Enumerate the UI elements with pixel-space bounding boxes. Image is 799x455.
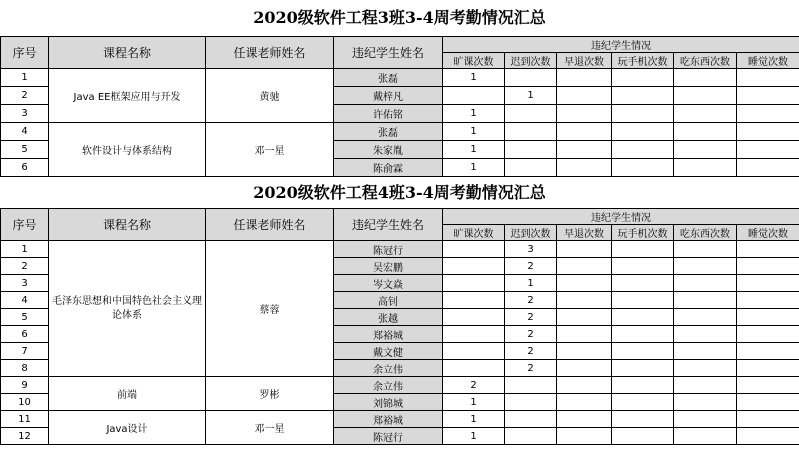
header-leave-early: 早退次数	[557, 53, 612, 69]
late-count	[505, 411, 557, 428]
student-name: 朱家胤	[334, 141, 443, 159]
absent-count	[443, 292, 505, 309]
late-count: 3	[505, 241, 557, 258]
late-count: 2	[505, 326, 557, 343]
late-count	[505, 394, 557, 411]
late-count: 2	[505, 258, 557, 275]
course-name: 毛泽东思想和中国特色社会主义理论体系	[49, 241, 206, 377]
teacher-name: 黄驰	[206, 69, 334, 123]
row-no: 9	[1, 377, 49, 394]
late-count	[505, 428, 557, 445]
student-name: 戴文健	[334, 343, 443, 360]
student-name: 陈冠行	[334, 428, 443, 445]
header-late: 迟到次数	[505, 225, 557, 241]
student-name: 刘锦城	[334, 394, 443, 411]
table1-title: 2020级软件工程3班3-4周考勤情况汇总	[253, 8, 546, 27]
late-count: 2	[505, 360, 557, 377]
student-name: 岑文焱	[334, 275, 443, 292]
course-name: Java设计	[49, 411, 206, 445]
absent-count	[443, 360, 505, 377]
student-name: 戴梓凡	[334, 87, 443, 105]
header-late: 迟到次数	[505, 53, 557, 69]
absent-count	[443, 87, 505, 105]
late-count: 1	[505, 87, 557, 105]
absent-count: 1	[443, 394, 505, 411]
late-count	[505, 105, 557, 123]
table-row	[1, 241, 799, 258]
header-sleeping: 睡觉次数	[737, 225, 799, 241]
row-no: 7	[1, 343, 49, 360]
absent-count	[443, 326, 505, 343]
absent-count: 2	[443, 377, 505, 394]
course-name: Java EE框架应用与开发	[49, 69, 206, 123]
student-name: 陈俞霖	[334, 159, 443, 177]
table-row	[1, 377, 799, 394]
header-no: 序号	[1, 37, 49, 69]
absent-count: 1	[443, 159, 505, 177]
student-name: 张磊	[334, 123, 443, 141]
late-count: 1	[505, 275, 557, 292]
header-eating: 吃东西次数	[674, 53, 737, 69]
teacher-name: 邓一星	[206, 411, 334, 445]
teacher-name: 邓一星	[206, 123, 334, 177]
row-no: 2	[1, 258, 49, 275]
course-name: 软件设计与体系结构	[49, 123, 206, 177]
late-count	[505, 123, 557, 141]
header-phone: 玩手机次数	[612, 225, 674, 241]
absent-count: 1	[443, 141, 505, 159]
header-teacher: 任课老师姓名	[206, 37, 334, 69]
row-no: 3	[1, 105, 49, 123]
absent-count	[443, 241, 505, 258]
table-row	[1, 411, 799, 428]
student-name: 余立伟	[334, 377, 443, 394]
row-no: 10	[1, 394, 49, 411]
row-no: 1	[1, 241, 49, 258]
row-no: 6	[1, 159, 49, 177]
header-student: 违纪学生姓名	[334, 209, 443, 241]
late-count	[505, 159, 557, 177]
absent-count: 1	[443, 411, 505, 428]
student-name: 郑裕城	[334, 411, 443, 428]
table-row	[1, 123, 799, 141]
header-phone: 玩手机次数	[612, 53, 674, 69]
student-name: 高钊	[334, 292, 443, 309]
header-absent: 旷课次数	[443, 225, 505, 241]
row-no: 6	[1, 326, 49, 343]
late-count: 2	[505, 343, 557, 360]
header-eating: 吃东西次数	[674, 225, 737, 241]
late-count	[505, 69, 557, 87]
table2-title: 2020级软件工程4班3-4周考勤情况汇总	[253, 183, 546, 202]
student-name: 陈冠行	[334, 241, 443, 258]
absent-count	[443, 275, 505, 292]
header-course: 课程名称	[49, 209, 206, 241]
row-no: 5	[1, 309, 49, 326]
late-count	[505, 141, 557, 159]
header-no: 序号	[1, 209, 49, 241]
student-name: 吴宏鹏	[334, 258, 443, 275]
course-name: 前端	[49, 377, 206, 411]
student-name: 张越	[334, 309, 443, 326]
absent-count	[443, 258, 505, 275]
absent-count: 1	[443, 123, 505, 141]
absent-count	[443, 309, 505, 326]
late-count: 2	[505, 292, 557, 309]
student-name: 余立伟	[334, 360, 443, 377]
absent-count: 1	[443, 69, 505, 87]
row-no: 12	[1, 428, 49, 445]
absent-count: 1	[443, 105, 505, 123]
teacher-name: 罗彬	[206, 377, 334, 411]
header-student: 违纪学生姓名	[334, 37, 443, 69]
late-count	[505, 377, 557, 394]
header-sleeping: 睡觉次数	[737, 53, 799, 69]
row-no: 4	[1, 292, 49, 309]
row-no: 4	[1, 123, 49, 141]
teacher-name: 蔡蓉	[206, 241, 334, 377]
table-row	[1, 69, 799, 87]
header-absent: 旷课次数	[443, 53, 505, 69]
late-count: 2	[505, 309, 557, 326]
row-no: 3	[1, 275, 49, 292]
header-course: 课程名称	[49, 37, 206, 69]
row-no: 11	[1, 411, 49, 428]
header-violation-group: 违纪学生情况	[443, 209, 799, 225]
attendance-table-class3	[0, 36, 799, 177]
student-name: 郑裕城	[334, 326, 443, 343]
student-name: 许佑铭	[334, 105, 443, 123]
row-no: 8	[1, 360, 49, 377]
header-teacher: 任课老师姓名	[206, 209, 334, 241]
absent-count: 1	[443, 428, 505, 445]
row-no: 2	[1, 87, 49, 105]
row-no: 5	[1, 141, 49, 159]
header-violation-group: 违纪学生情况	[443, 37, 799, 53]
student-name: 张磊	[334, 69, 443, 87]
header-leave-early: 早退次数	[557, 225, 612, 241]
attendance-table-class4	[0, 208, 799, 445]
row-no: 1	[1, 69, 49, 87]
absent-count	[443, 343, 505, 360]
